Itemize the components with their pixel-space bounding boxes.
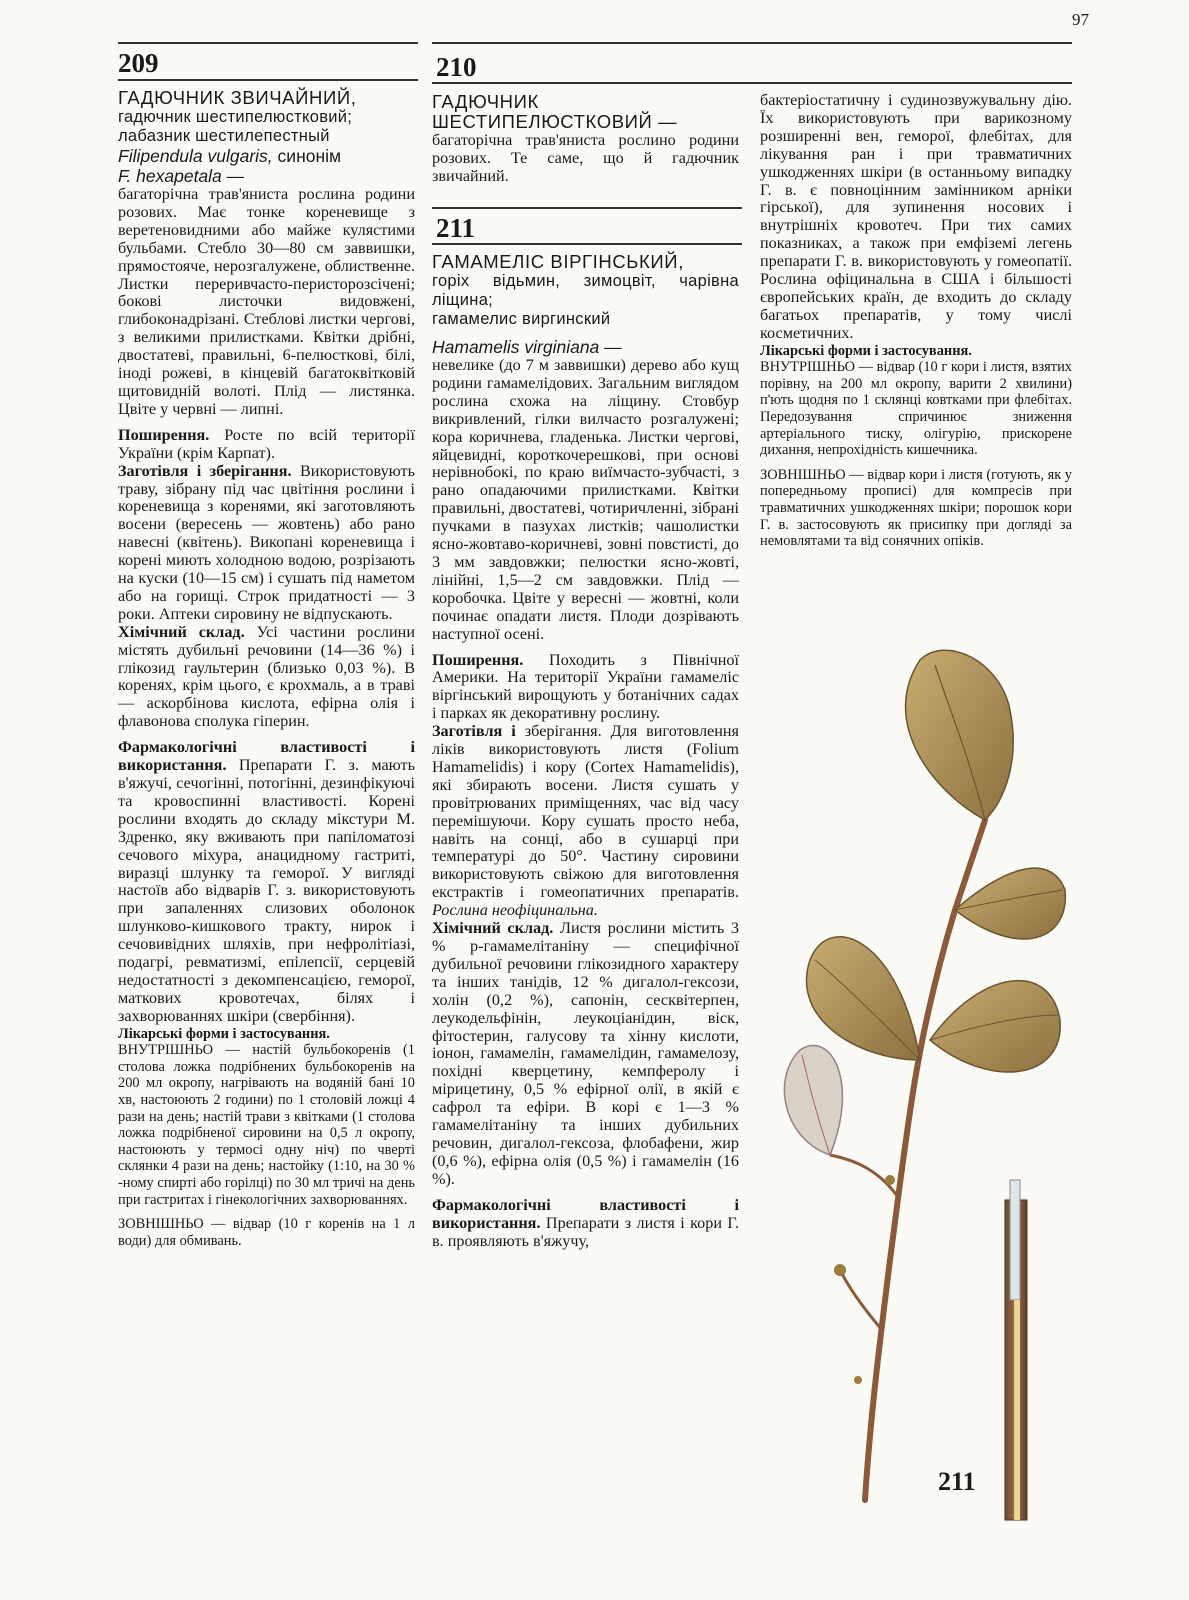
leaf-middle-right <box>930 981 1060 1072</box>
entry-number-211: 211 <box>436 213 476 243</box>
header-rule-right <box>432 42 1072 44</box>
entry210-title: ГАДЮЧНИК ШЕСТИПЕЛЮСТКОВИЙ — <box>432 91 678 132</box>
hamamelis-branch-illustration <box>770 640 1070 1530</box>
branch-stem <box>865 820 985 1500</box>
entry211-title-rule <box>432 243 742 245</box>
entry211-pharmacology-continued: бактеріостатичну і судинозвужувальну дію. Їх використовують при варикозному розширенні вен, геморої, флебітах, для лікування ран і при травматичних ушкодженнях шкіри (в останньому випадку Г. в. є повноцінним замінником арніки гірської), для зупинення носових і внутрішніх кровотеч. При тих самих показниках, а також при емфіземі легень препарати Г. в. використовують у гомеопатії. Рослина офіцинальна в США і більшості європейських країн, де входить до складу багатьох препаратів, у тому числі косметичних. <box>760 91 1072 342</box>
entry211-pharmacology: Фармакологічні властивості і використання. Препарати з листя і кори Г. в. проявляють в'яжучу, <box>432 1195 739 1250</box>
entry209-column <box>118 88 415 1249</box>
entry209-chemistry: Хімічний склад. Усі частини рослини містять дубильні речовини (14—36 %) і глікозид гаультерин (близько 0,03 %). В кореняx, крім цього, є крохмаль, а в траві — аскорбінова кислота, ефірна олія і флавонова сполука гіперин. <box>118 622 415 731</box>
page-number: 97 <box>1072 10 1089 29</box>
figure-label: 211 <box>938 1467 976 1496</box>
entry209-title: ГАДЮЧНИК ЗВИЧАЙНИЙ, <box>118 87 357 108</box>
flower-bud-3 <box>854 1376 862 1384</box>
entry211-spread: Поширення. Походить з Північної Америки. На території України гамамеліс віргінський вирощують у ботанічних садах і парках як декоративну рослину. <box>432 650 740 723</box>
entry211-latin-name: Hamamelis virginiana — <box>432 337 622 357</box>
entry209-forms-external: ЗОВНІШНЬО — відвар (10 г коренів на 1 л води) для обмивань. <box>118 1216 415 1249</box>
entry209-forms-label: Лікарські форми і застосування. <box>118 1025 330 1042</box>
entry209-latin-name: Filipendula vulgaris, синонім <box>118 146 342 166</box>
entry211-forms-label: Лікарські форми і застосування. <box>760 342 972 359</box>
entry209-description: багаторічна трав'яниста рослина родини розових. Має тонке кореневище з веретеновидними або майже кулястими бульбами. Стебло 30—80 см заввишки, прямостояче, нерозгалужене, облиственне. Листки переривчасто-перисторозсічені; бокові листочки видовжені, глибоконадрізані. Стеблові листки чергові, з великими прилистками. Квітки дрібні, двостатеві, правильні, 6-пелюсткові, білі, іноді рожеві, в кінцевій багатоквітковій щитовидній волоті. Плід — листянка. Цвіте у червні — липні. <box>118 185 415 418</box>
flower-bud-2 <box>885 1175 895 1185</box>
entry211-title: ГАМАМЕЛІС ВІРГІНСЬКИЙ, <box>432 251 684 272</box>
entry211-forms-external: ЗОВНІШНЬО — відвар кори і листя (готують, як у попередньому прописі) для компресів при травматичних ушкодженнях шкіри; порошок кори Г. в. застосовують як присипку при догляді за немовлятами та від сонячних опіків. <box>760 466 1072 550</box>
entry209-title-rule <box>118 79 418 81</box>
entry211-chemistry: Хімічний склад. Листя рослини містить 3 % р-гамамелітаніну — специфічної дубильної речовини глікозидного характеру та інших танідів, 12 % дигалол-гексози, холін (0,2 %), сапонін, сесквітерпен, леукодельфінін, леукоціанідин, віск, фітостерин, галусову та хінну кислоти, іонон, гамамелін, гамамелідин, гамамелозу, похідні кверцетину, кемпферолу і мірицетину, 0,5 % ефірної олії, в якій є сафрол та ефіри. В корі є 1—3 % гамамелітаніну та інших дубильних речовин, дигалол-гексоза, флобафени, жир (0,6 %), ефірна олія (0,5 %) і гамамелін (16 %). <box>432 919 739 1188</box>
bark-cross-section <box>1005 1180 1027 1520</box>
entry211-synonyms: горіх відьмин, зимоцвіт, чарівна ліщина; <box>432 272 739 309</box>
entry211-description: невелике (до 7 м заввишки) дерево або кущ родини гамамелідових. Загальним виглядом рослина схожа на ліщину. Стовбур викривлений, гілки вилчасто розгалужені; кора коричнева, гладенька. Листки чергові, яйцевидні, короткочерешкові, при основі нерівнобокі, по краю виїмчасто-зубчасті, з рано опадаючими прилистками. Квітки правильні, двостатеві, чотиричленні, зібрані пучками в пазухах листків; чашолистки ясно-жовтаво-коричневі, зовні повстисті, до 3 мм завдовжки; пелюстки ясно-жовті, лінійні, 1,5—2 см завдовжки. Плід — коробочка. Цвіте у вересні — жовтні, коли починає опадати листя. Плоди дозрівають наступної осені. <box>432 356 739 643</box>
entry211-forms-internal: ВНУТРІШНЬО — відвар (10 г кори і листя, взятих порівну, на 200 мл окропу, варити 2 хвилини) п'ють щодня по 1 склянці ковтками при флебітах. Передозування спричинює зниження артеріального тиску, олігурію, прискорене дихання, непрохідність кишечника. <box>760 359 1072 459</box>
entry209-harvest: Заготівля і зберігання. Використовують траву, зібрану під час цвітіння рослини і кореневища з коренями, які заготовляють восени (вересень — жовтень) або рано навесні (квітень). Викопані кореневища і корені миють холодною водою, розрізають на куски (10—15 см) і сушать під наметом або на горищі. Строк придатності — 3 роки. Аптеки сировину не відпускають. <box>118 461 415 623</box>
flower-bud <box>834 1264 846 1276</box>
side-twig-lower <box>840 1270 882 1330</box>
leaf-upper-right <box>955 868 1065 939</box>
entry209-pharmacology: Фармакологічні властивості і використання. Препарати Г. з. мають в'яжучі, сечогінні, потогінні, дезинфікуючі та кровоспинні властивості. Корені рослини входять до складу мікстури М. Здренко, яку вживають при папіломатозі сечового міхура, анацидному гастриті, виразці шлунку та геморої. У вигляді настоїв або відварів Г. з. використовують при запаленнях слизових оболонок шлунково-кишкового тракту, нирок і сечовивідних шляхів, при нефролітіазі, подагрі, ревматизмі, епілепсії, серцевій недостатності з декомпенсацією, геморої, маткових кровотечах, білях і захворюваннях шкіри (свербіння). <box>118 738 415 1025</box>
entry210-column <box>432 92 739 186</box>
entry-number-209: 209 <box>118 48 159 78</box>
entry-number-210: 210 <box>436 52 477 82</box>
entry211-synonym-ru: гамамелис виргинский <box>432 310 611 328</box>
entry211-continuation-column <box>760 92 1072 550</box>
entry211-harvest: Заготівля і зберігання. Для виготовлення ліків використовують листя (Folium Hamamelidis) і кору (Cortex Hamamelidis), які збирають восени. Листя сушать у провітрюваних приміщеннях, час від часу перемішуючи. Кору сушать просто неба, навіть на сонці, або в сушарці при температурі до 50°. Частину сировини використовують свіжою для виготовлення екстрактів і гомеопатичних препаратів. Рослина неофіцинальна. <box>432 722 740 920</box>
entry211-column <box>432 252 739 1250</box>
entry210-text: багаторічна трав'яниста рослино родини розових. Те саме, що й гадючник звичайний. <box>432 131 739 185</box>
entry209-forms-internal: ВНУТРІШНЬО — настій бульбокоренів (1 столова ложка подрібнених бульбокоренів на 200 мл окропу, нагрівають на водяній бані 10 хв, настоюють 2 години) по 1 столовій ложці 4 рази на день; настій трави з квітками (1 столова ложка подрібненої сировини на 0,5 л окропу, настоюють у термосі одну ніч) по чверті склянки 4 рази на день; настойку (1:10, на 30 % -ному спирті або горілці) по 30 мл тричі на день при гастритах і гінекологічних захворюваннях. <box>118 1042 415 1208</box>
entry209-latin-synonym: F. hexapetala — <box>118 166 245 186</box>
leaf-middle-left <box>807 937 920 1060</box>
header-rule-left <box>118 42 418 44</box>
entry209-synonym-1: гадючник шестипелюстковий; <box>118 108 353 126</box>
entry210-title-rule <box>432 82 1072 84</box>
entry211-top-rule <box>432 207 742 209</box>
entry209-synonym-2: лабазник шестилепестный <box>118 127 330 145</box>
entry209-spread: Поширення. Росте по всій території України (крім Карпат). <box>118 425 416 462</box>
